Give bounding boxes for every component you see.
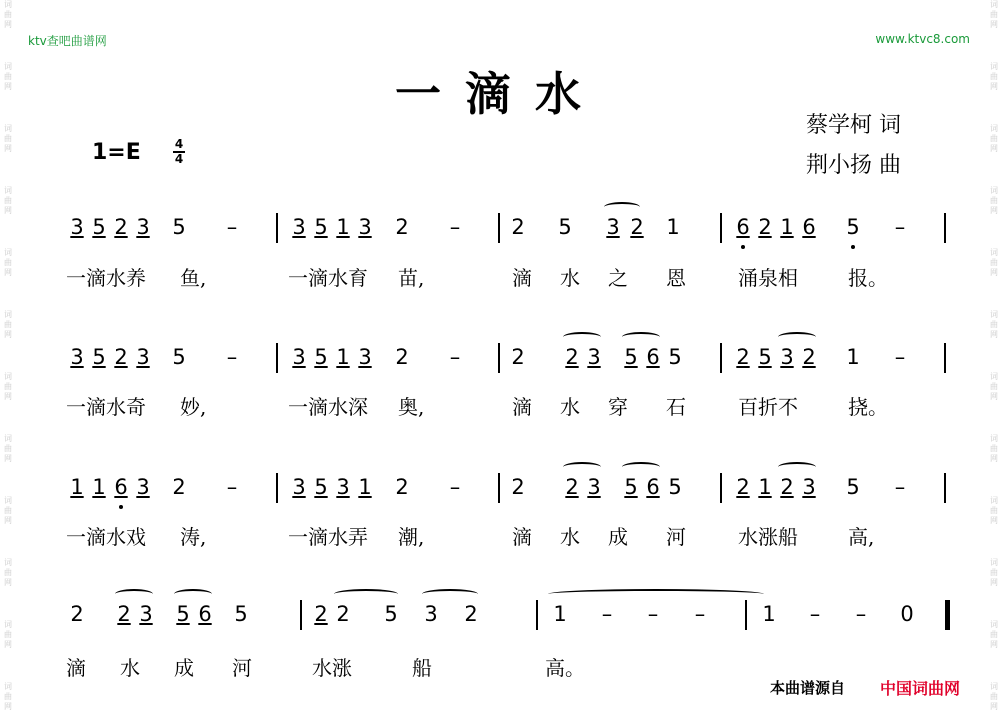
lyric: 船: [412, 656, 432, 680]
site-name-left[interactable]: ktv查吧曲谱网: [28, 34, 107, 48]
note: 6: [114, 475, 128, 499]
watermark-text: 词 曲 网: [990, 124, 998, 153]
final-bar-line: [945, 600, 950, 630]
watermark-text: 词 曲 网: [990, 62, 998, 91]
note: 2: [758, 215, 772, 239]
note: 5: [624, 475, 638, 499]
low-octave-dot: [741, 245, 745, 249]
note: 5: [384, 602, 398, 626]
lyric: 百折不: [738, 395, 798, 419]
bar-line: [276, 343, 278, 373]
note: 2: [511, 215, 525, 239]
lyric: 穿: [608, 395, 628, 419]
source-site-link[interactable]: 中国词曲网: [880, 679, 961, 698]
note: –: [647, 602, 659, 626]
low-octave-dot: [119, 505, 123, 509]
lyric: 滴: [512, 525, 532, 549]
note: 2: [314, 602, 328, 626]
note: 5: [624, 345, 638, 369]
note: 3: [136, 345, 150, 369]
note: –: [855, 602, 867, 626]
note: 2: [172, 475, 186, 499]
lyric: 水: [120, 656, 140, 680]
note: 5: [846, 215, 860, 239]
note: –: [694, 602, 706, 626]
bar-line: [720, 213, 722, 243]
note: 1: [762, 602, 776, 626]
note: 5: [92, 345, 106, 369]
note: 1: [780, 215, 794, 239]
note: 3: [587, 475, 601, 499]
note: 5: [172, 215, 186, 239]
note: 5: [314, 475, 328, 499]
note: 5: [668, 475, 682, 499]
lyric: 高。: [545, 656, 585, 680]
bar-line: [276, 473, 278, 503]
watermark-text: 词 曲 网: [990, 0, 998, 29]
lyric: 水涨: [312, 656, 352, 680]
note: 1: [666, 215, 680, 239]
watermark-text: 词 曲 网: [990, 186, 998, 215]
note: 3: [136, 475, 150, 499]
lyric: 水涨船: [738, 525, 798, 549]
watermark-text: 词 曲 网: [4, 620, 12, 649]
note: 3: [358, 215, 372, 239]
lyric: 一滴水奇: [66, 395, 146, 419]
slur: [778, 462, 816, 472]
note: 1: [758, 475, 772, 499]
bar-line: [300, 600, 302, 630]
note: 3: [424, 602, 438, 626]
note: –: [226, 215, 238, 239]
bar-line: [720, 343, 722, 373]
note: 3: [606, 215, 620, 239]
note: 5: [92, 215, 106, 239]
note: 2: [736, 345, 750, 369]
slur: [563, 332, 601, 342]
lyric: 河: [232, 656, 252, 680]
note: 3: [292, 345, 306, 369]
note: 5: [234, 602, 248, 626]
note: 6: [802, 215, 816, 239]
watermark-text: 词 曲 网: [4, 186, 12, 215]
lyric: 水: [560, 395, 580, 419]
note: 2: [395, 345, 409, 369]
lyric: 鱼,: [180, 266, 207, 290]
bar-line: [944, 343, 946, 373]
bar-line: [745, 600, 747, 630]
lyric: 一滴水深: [288, 395, 368, 419]
bar-line: [944, 473, 946, 503]
slur: [563, 462, 601, 472]
note: –: [449, 475, 461, 499]
note: 6: [198, 602, 212, 626]
slur: [548, 589, 764, 599]
slur: [778, 332, 816, 342]
lyric: 奥,: [398, 395, 425, 419]
bar-line: [720, 473, 722, 503]
watermark-text: 词 曲 网: [4, 372, 12, 401]
lyric: 成: [608, 525, 628, 549]
note: –: [894, 215, 906, 239]
note: 3: [136, 215, 150, 239]
lyric: 水: [560, 266, 580, 290]
note: 2: [395, 215, 409, 239]
watermark-text: 词 曲 网: [4, 62, 12, 91]
note: –: [809, 602, 821, 626]
note: 6: [646, 475, 660, 499]
watermark-text: 词 曲 网: [4, 248, 12, 277]
song-title: 一滴水: [395, 67, 605, 121]
note: 2: [780, 475, 794, 499]
note: 3: [336, 475, 350, 499]
note: 3: [358, 345, 372, 369]
lyric: 报。: [848, 266, 888, 290]
lyric: 之: [608, 266, 628, 290]
note: 2: [802, 345, 816, 369]
note: 3: [780, 345, 794, 369]
lyric: 一滴水弄: [288, 525, 368, 549]
watermark-text: 词 曲 网: [4, 434, 12, 463]
low-octave-dot: [851, 245, 855, 249]
lyric: 一滴水育: [288, 266, 368, 290]
note: 6: [646, 345, 660, 369]
lyric: 滴: [512, 266, 532, 290]
note: –: [226, 345, 238, 369]
note: 5: [314, 345, 328, 369]
lyric: 滴: [66, 656, 86, 680]
time-signature-top: 4: [174, 137, 184, 151]
note: 3: [292, 475, 306, 499]
lyric: 涌泉相: [738, 266, 798, 290]
note: 2: [336, 602, 350, 626]
lyric: 恩: [666, 266, 686, 290]
watermark-text: 词 曲 网: [4, 496, 12, 525]
key-signature: 1=E: [92, 140, 141, 165]
lyric: 水: [560, 525, 580, 549]
note: 2: [565, 475, 579, 499]
lyric: 滴: [512, 395, 532, 419]
watermark-text: 词 曲 网: [990, 682, 998, 711]
time-signature-bottom: 4: [174, 152, 184, 166]
note: 5: [846, 475, 860, 499]
note: 6: [736, 215, 750, 239]
note: –: [601, 602, 613, 626]
watermark-text: 词 曲 网: [990, 434, 998, 463]
watermark-text: 词 曲 网: [4, 310, 12, 339]
bar-line: [498, 213, 500, 243]
note: 2: [511, 475, 525, 499]
note: 2: [114, 345, 128, 369]
lyric: 石: [666, 395, 686, 419]
note: 5: [558, 215, 572, 239]
lyric: 一滴水戏: [66, 525, 146, 549]
bar-line: [498, 343, 500, 373]
slur: [334, 589, 398, 599]
slur: [174, 589, 212, 599]
lyric: 高,: [848, 525, 875, 549]
note: 5: [176, 602, 190, 626]
lyricist-credit: 蔡学柯 词: [806, 113, 901, 138]
note: 1: [70, 475, 84, 499]
watermark-text: 词 曲 网: [990, 558, 998, 587]
lyric: 河: [666, 525, 686, 549]
lyric: 涛,: [180, 525, 207, 549]
lyric: 潮,: [398, 525, 425, 549]
source-label: 本曲谱源自: [770, 679, 846, 697]
left-watermark-strip: [0, 0, 16, 725]
slur: [604, 202, 640, 212]
watermark-text: 词 曲 网: [4, 124, 12, 153]
slur: [115, 589, 153, 599]
note: 5: [758, 345, 772, 369]
bar-line: [536, 600, 538, 630]
note: –: [449, 215, 461, 239]
note: 2: [630, 215, 644, 239]
bar-line: [276, 213, 278, 243]
lyric: 一滴水养: [66, 266, 146, 290]
watermark-text: 词 曲 网: [990, 248, 998, 277]
watermark-text: 词 曲 网: [4, 558, 12, 587]
right-watermark-strip: [986, 0, 1002, 725]
note: 3: [292, 215, 306, 239]
lyric: 挠。: [848, 395, 888, 419]
watermark-text: 词 曲 网: [990, 496, 998, 525]
watermark-text: 词 曲 网: [990, 310, 998, 339]
note: 2: [565, 345, 579, 369]
slur: [422, 589, 478, 599]
note: –: [894, 345, 906, 369]
note: 2: [117, 602, 131, 626]
note: 5: [172, 345, 186, 369]
note: 3: [587, 345, 601, 369]
note: 5: [314, 215, 328, 239]
site-url-right[interactable]: www.ktvc8.com: [875, 32, 970, 46]
note: 2: [511, 345, 525, 369]
note: 1: [846, 345, 860, 369]
time-signature: [172, 138, 186, 166]
bar-line: [498, 473, 500, 503]
note: 3: [70, 345, 84, 369]
watermark-text: 词 曲 网: [4, 0, 12, 29]
note: 1: [336, 345, 350, 369]
note: 3: [139, 602, 153, 626]
note: 1: [336, 215, 350, 239]
lyric: 苗,: [398, 266, 425, 290]
note: 5: [668, 345, 682, 369]
slur: [622, 462, 660, 472]
note: –: [226, 475, 238, 499]
watermark-text: 词 曲 网: [4, 682, 12, 711]
note: 2: [395, 475, 409, 499]
note: 3: [802, 475, 816, 499]
lyric: 妙,: [180, 395, 207, 419]
note: 3: [70, 215, 84, 239]
slur: [622, 332, 660, 342]
lyric: 成: [174, 656, 194, 680]
note: 1: [553, 602, 567, 626]
watermark-text: 词 曲 网: [990, 620, 998, 649]
note: 1: [358, 475, 372, 499]
composer-credit: 荆小扬 曲: [806, 153, 901, 178]
note: 2: [736, 475, 750, 499]
note: 2: [70, 602, 84, 626]
watermark-text: 词 曲 网: [990, 372, 998, 401]
note: 2: [464, 602, 478, 626]
bar-line: [944, 213, 946, 243]
note: –: [449, 345, 461, 369]
note: 1: [92, 475, 106, 499]
note: –: [894, 475, 906, 499]
note: 2: [114, 215, 128, 239]
note: 0: [900, 602, 914, 626]
